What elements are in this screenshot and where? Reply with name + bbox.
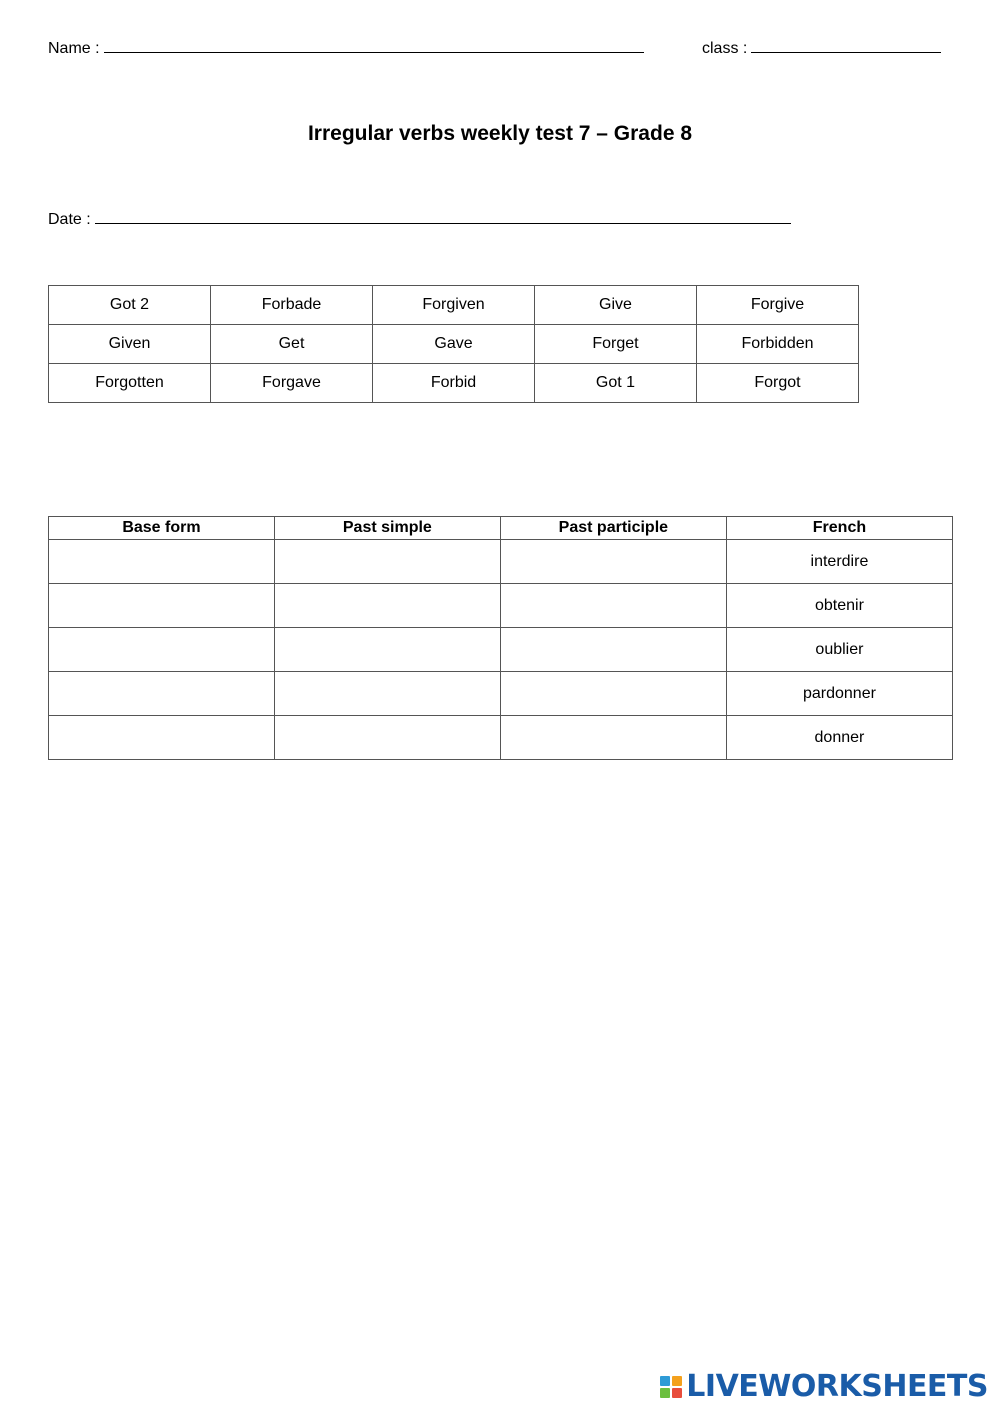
base-form-answer[interactable] (49, 540, 275, 584)
word-bank-cell[interactable]: Forgiven (373, 286, 535, 325)
logo-text: LIVEWORKSHEETS (686, 1369, 988, 1404)
base-form-answer[interactable] (49, 716, 275, 760)
logo-block-icon (660, 1376, 670, 1386)
logo-block-icon (672, 1376, 682, 1386)
french-cell: oublier (726, 628, 952, 672)
base-form-answer[interactable] (49, 672, 275, 716)
past-participle-answer[interactable] (500, 672, 726, 716)
liveworksheets-logo (660, 1369, 988, 1404)
word-bank-cell[interactable]: Gave (373, 325, 535, 364)
class-field[interactable] (702, 40, 941, 58)
date-label: Date : (48, 211, 91, 228)
word-bank-cell[interactable]: Forgave (211, 364, 373, 403)
name-field[interactable] (48, 40, 644, 58)
logo-block-icon (660, 1388, 670, 1398)
word-bank-cell[interactable]: Get (211, 325, 373, 364)
base-form-answer[interactable] (49, 628, 275, 672)
word-bank-cell[interactable]: Forget (535, 325, 697, 364)
past-participle-answer[interactable] (500, 584, 726, 628)
past-participle-answer[interactable] (500, 628, 726, 672)
word-bank-cell[interactable]: Forgot (697, 364, 859, 403)
name-blank[interactable] (104, 50, 644, 53)
table-row (49, 628, 953, 672)
table-row (49, 584, 953, 628)
past-simple-answer[interactable] (274, 628, 500, 672)
word-bank-cell[interactable]: Forbade (211, 286, 373, 325)
base-form-answer[interactable] (49, 584, 275, 628)
header-past-simple: Past simple (274, 517, 500, 540)
word-bank-cell[interactable]: Forgotten (49, 364, 211, 403)
word-bank-cell[interactable]: Forbid (373, 364, 535, 403)
word-bank-cell[interactable]: Given (49, 325, 211, 364)
french-cell: interdire (726, 540, 952, 584)
word-bank-row (49, 325, 859, 364)
header-base-form: Base form (49, 517, 275, 540)
table-row (49, 540, 953, 584)
table-row (49, 716, 953, 760)
french-cell: pardonner (726, 672, 952, 716)
word-bank-cell[interactable]: Got 2 (49, 286, 211, 325)
page-title: Irregular verbs weekly test 7 – Grade 8 (307, 122, 693, 145)
header-french: French (726, 517, 952, 540)
class-blank[interactable] (751, 50, 941, 53)
past-participle-answer[interactable] (500, 540, 726, 584)
word-bank-row (49, 364, 859, 403)
word-bank-cell[interactable]: Got 1 (535, 364, 697, 403)
date-field[interactable] (48, 211, 791, 229)
logo-blocks-icon (660, 1376, 682, 1398)
header-past-participle: Past participle (500, 517, 726, 540)
past-simple-answer[interactable] (274, 672, 500, 716)
table-row (49, 672, 953, 716)
word-bank-cell[interactable]: Forbidden (697, 325, 859, 364)
french-cell: donner (726, 716, 952, 760)
word-bank-row (49, 286, 859, 325)
logo-block-icon (672, 1388, 682, 1398)
table-header-row (49, 517, 953, 540)
name-label: Name : (48, 40, 100, 57)
past-simple-answer[interactable] (274, 584, 500, 628)
french-cell: obtenir (726, 584, 952, 628)
word-bank-cell[interactable]: Forgive (697, 286, 859, 325)
past-simple-answer[interactable] (274, 540, 500, 584)
word-bank-cell[interactable]: Give (535, 286, 697, 325)
past-simple-answer[interactable] (274, 716, 500, 760)
class-label: class : (702, 40, 748, 57)
verb-forms-table (48, 516, 953, 760)
word-bank-table (48, 285, 859, 403)
date-blank[interactable] (95, 221, 791, 224)
past-participle-answer[interactable] (500, 716, 726, 760)
